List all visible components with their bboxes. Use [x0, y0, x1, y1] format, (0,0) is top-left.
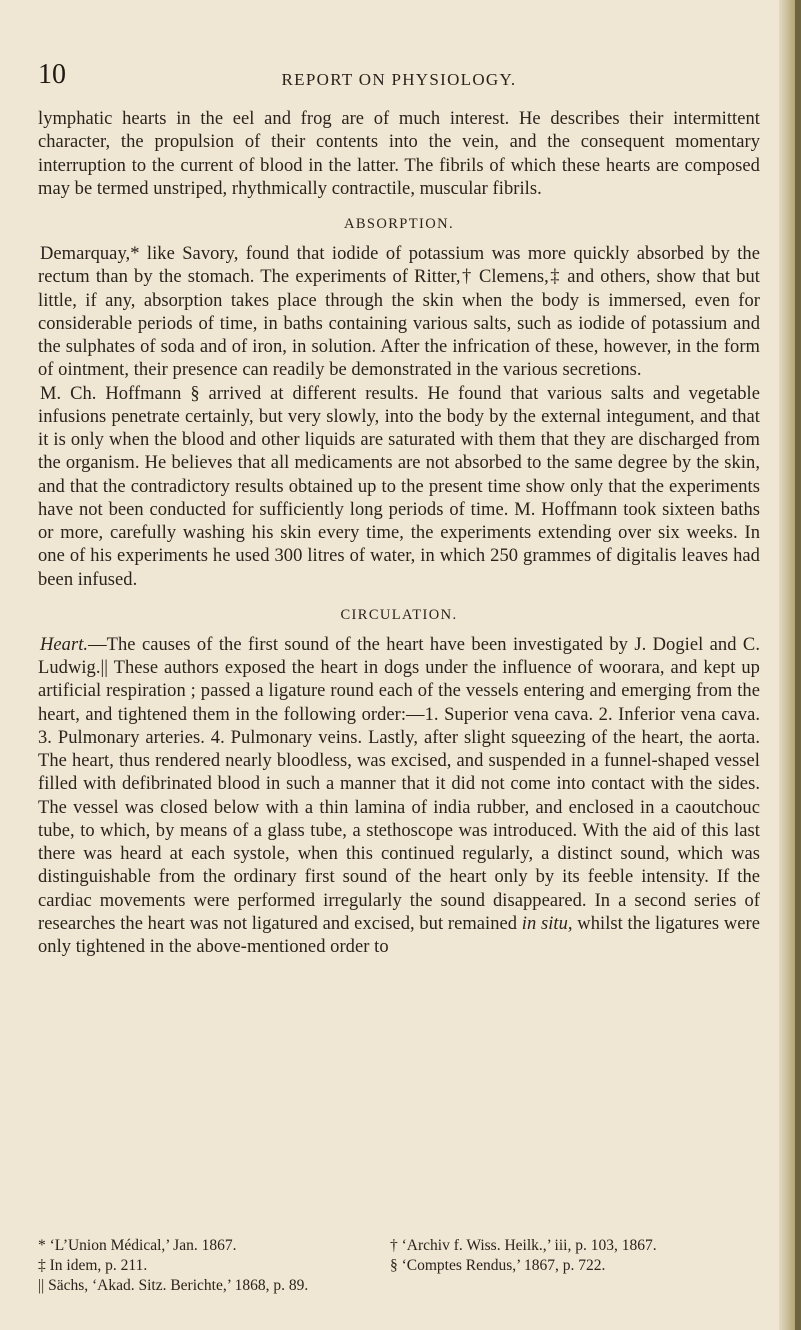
paragraph-heart-end: whilst the ligatures were only tightened in the above-mentioned order to [38, 913, 760, 957]
footnote-ludwig: || Sächs, ‘Akad. Sitz. Berichte,’ 1868, p. 89. [38, 1277, 309, 1294]
body-text [38, 108, 760, 959]
paragraph-heart-text: —The causes of the first sound of the heart have been investigated by J. Dogiel and C. Ludwig.|| These authors exposed the heart in dogs under the influence of woorara, and kept up artificial respiration ; passed a ligature round each of the vessels entering and emerging from the heart, and tightened them in the following order:—1. Superior vena cava. 2. Inferior vena cava. 3. Pulmonary arteries. 4. Pulmonary veins. Lastly, after slight squeezing of the heart, the aorta. The heart, thus rendered nearly bloodless, was excised, and suspended in a funnel-shaped vessel filled with defibrinated blood in such a manner that it did not come into contact with the sides. The vessel was closed below with a thin lamina of india rubber, and enclosed in a caoutchouc tube, to which, by means of a glass tube, a stethoscope was introduced. With the aid of this last there was heard at each systole, when this continued regularly, a distinct sound, which was distinguishable from the ordinary first sound of the heart only by its feeble intensity. If the cardiac movements were performed irregularly the sound disappeared. In a second series of researches the heart was not ligatured and excised, but remained [38, 634, 760, 934]
footnote-hoffmann: § ‘Comptes Rendus,’ 1867, p. 722. [390, 1257, 606, 1274]
page-number: 10 [38, 59, 66, 90]
subheading-heart: Heart. [40, 634, 89, 655]
footnote-demarquay: * ‘L’Union Médical,’ Jan. 1867. [38, 1237, 237, 1254]
footnotes [38, 1236, 760, 1296]
section-heading-absorption: ABSORPTION. [343, 216, 455, 232]
footnote-clemens: ‡ In idem, p. 211. [38, 1257, 148, 1274]
paragraph-heart [38, 634, 760, 960]
paragraph-hoffmann: M. Ch. Hoffmann § arrived at different results. He found that various salts and vegetable infusions penetrate certainly, but very slowly, into the body by the external integument, and that it is only when the blood and other liquids are saturated with them that they are discharged from the organism. He believes that all medicaments are not absorbed to the same degree by the skin, and that the contradictory results obtained up to the present time show only that the experiments have not been conducted for sufficiently long periods of time. M. Hoffmann took sixteen baths or more, carefully washing his skin every time, the experiments extending over six weeks. In one of his experiments he used 300 litres of water, in which 250 grammes of digitalis leaves had been infused. [38, 383, 760, 590]
footnote-row-2 [38, 1256, 760, 1276]
footnote-row-3 [38, 1276, 760, 1296]
paragraph-demarquay: Demarquay,* like Savory, found that iodide of potassium was more quickly absorbed by the rectum than by the stomach. The experiments of Ritter,† Clemens,‡ and others, show that but little, if any, absorption takes place through the skin when the body is immersed, even for considerable periods of time, in baths containing various salts, such as iodide of potassium and the sulphates of soda and of iron, in solution. After the infrication of these, however, in the form of ointment, their presence can readily be demonstrated in the various secretions. [38, 244, 760, 381]
section-heading-circulation: CIRCULATION. [340, 606, 458, 623]
running-head: REPORT ON PHYSIOLOGY. [281, 70, 517, 89]
page-edge [779, 0, 801, 1330]
page-header [38, 60, 760, 94]
footnote-ritter: † ‘Archiv f. Wiss. Heilk.,’ iii, p. 103, 1867. [390, 1237, 657, 1254]
paragraph-lymphatic-hearts: lymphatic hearts in the eel and frog are of much interest. He describes their intermittent character, the propulsion of their contents into the vein, and the consequent momentary interruption to the current of blood in the latter. The fibrils of which these hearts are composed may be termed unstriped, rhythmically contractile, muscular fibrils. [38, 109, 760, 199]
footnote-row-1 [38, 1236, 760, 1256]
in-situ-italic: in situ, [521, 913, 573, 934]
